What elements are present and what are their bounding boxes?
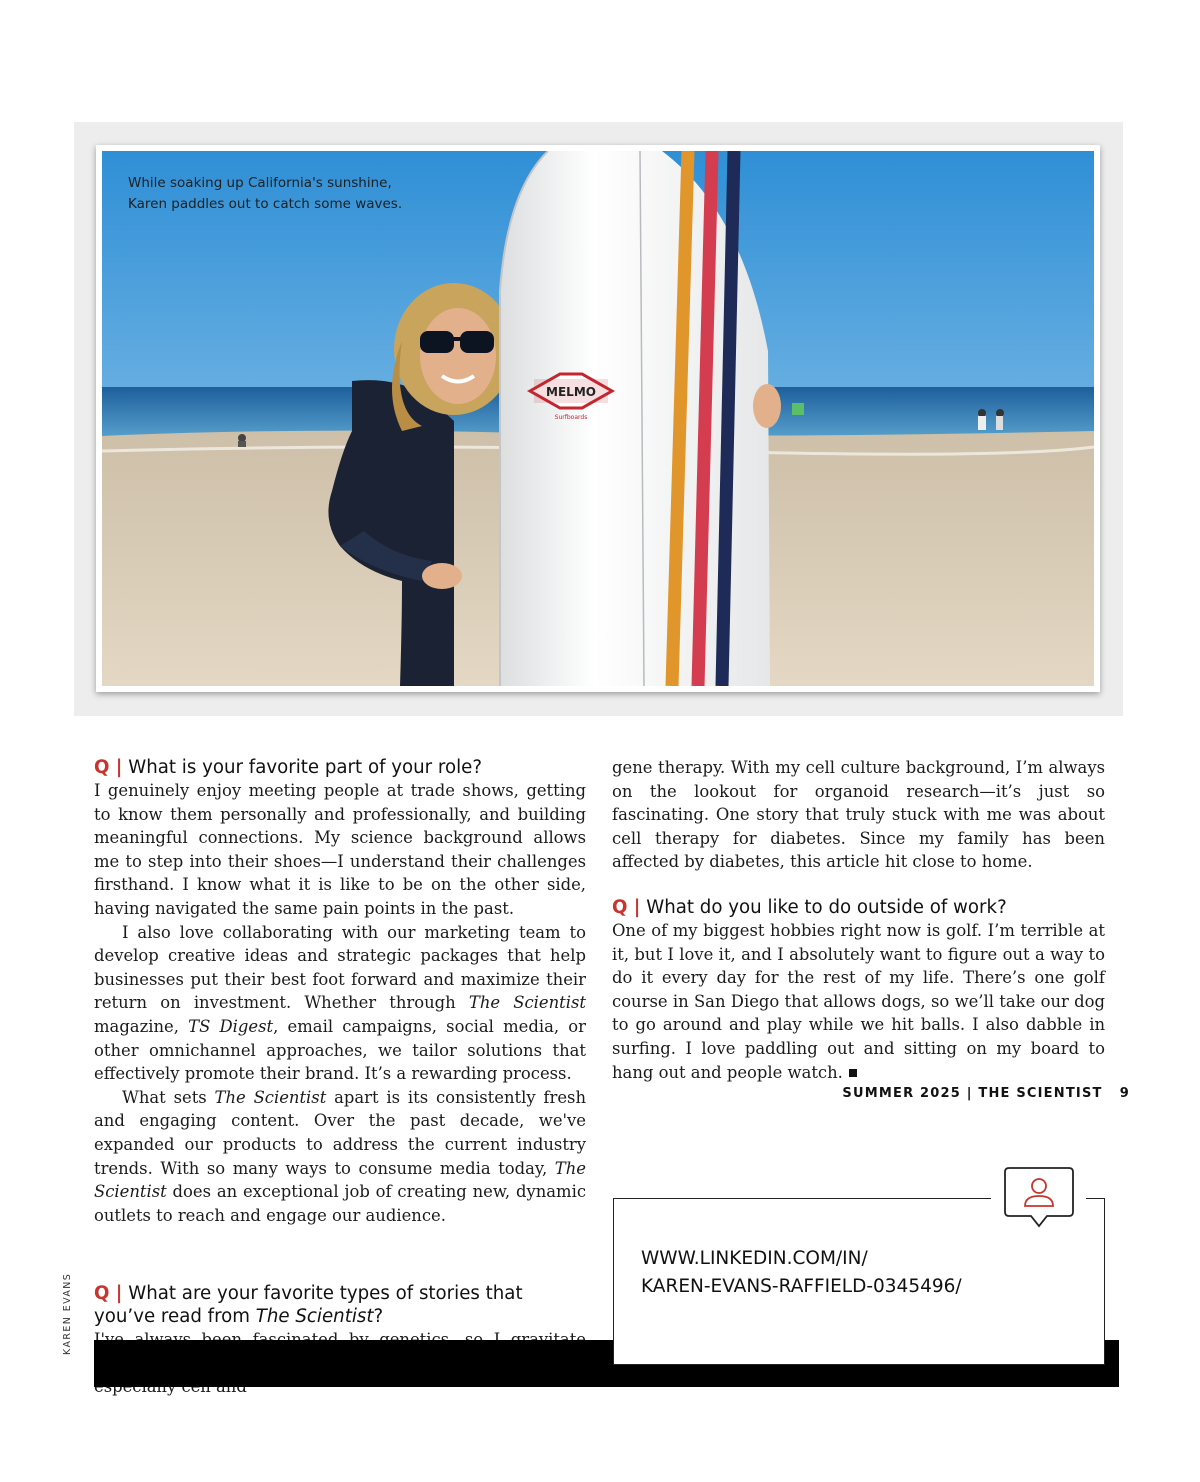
question-outside-work [612,896,1105,919]
answer-paragraph-stories-continued: gene therapy. With my cell culture background, I’m always on the lookout for organoid research—it’s just so fascinating. One story that truly stuck with me was about cell therapy for diabetes. Since my family has been affected by diabetes, this article hit close to home. [612,758,1105,872]
question-marker: Q | [94,1283,123,1305]
surfboard-logo-text: MELMO [546,385,596,399]
publication-title: TS Digest [188,1016,274,1036]
end-mark-icon [849,1069,857,1077]
linkedin-url-line-2[interactable]: KAREN-EVANS-RAFFIELD-0345496/ [641,1276,962,1297]
photo-credit: KAREN EVANS [62,1272,73,1355]
linkedin-url-line-1[interactable]: WWW.LINKEDIN.COM/IN/ [641,1248,868,1269]
left-column [94,756,586,1399]
surfer-photo-illustration [102,151,1094,686]
linkedin-link[interactable] [641,1245,1081,1301]
photo-caption [128,173,458,215]
question-marker: Q | [612,896,641,918]
box-border-top [1086,1198,1104,1199]
right-column [612,756,1105,1084]
answer-paragraph-hobbies: One of my biggest hobbies right now is golf. I’m terrible at it, but I love it, and I absolutely want to figure out a way to do it every day for the rest of my life. There’s one golf course in San Diego that allows dogs, so we’ll take our dog to go around and play while we hit balls. I also dabble in surfing. I love paddling out and sitting on my board to hang out and people watch. [612,920,1105,1082]
caption-line-2: Karen paddles out to catch some waves. [128,196,403,212]
publication-title: The Scientist [255,1306,374,1328]
question-text: What is your favorite part of your role? [128,757,483,778]
page-footer: SUMMER 2025 | THE SCIENTIST 9 [842,1086,1130,1101]
publication-title: The Scientist [94,1158,586,1202]
question-text: What do you like to do outside of work? [646,896,1007,918]
publication-title: The Scientist [468,993,586,1013]
question-favorite-part [94,756,586,779]
surfboard-logo-sub: Surfboards [554,414,588,421]
box-border-top [613,1198,991,1199]
answer-paragraph-1: I genuinely enjoy meeting people at trade shows, getting to know them personally and professionally, and building meaningful connections. My science background allows me to step into their shoes—I understand their challenges firsthand. I know what it is like to be on the other side, having navigated the same pain points in the past. [94,781,586,918]
publication-title: The Scientist [214,1087,327,1107]
beach-photo [96,145,1100,692]
question-favorite-stories: Q | What are your favorite types of stories that you’ve read from The Scientist? [94,1283,523,1328]
profile-icon [1001,1164,1077,1236]
question-marker: Q | [94,757,123,778]
caption-line-1: While soaking up California's sunshine, [128,175,392,191]
answer-paragraph-2: I also love collaborating with our marketing team to develop creative ideas and strategic packages that help businesses put their best foot forward and maximize their return on investment. Whether through The Scientist magazine, TS Digest, email campaigns, social media, or other omnichannel approaches, we tailor solutions that effectively promote their brand. It’s a rewarding process. [94,922,586,1084]
answer-paragraph-3: What sets The Scientist apart is its consistently fresh and engaging content. Over the past decade, we've expanded our products to address the current industry trends. With so many ways to consume media today, The Scientist does an exceptional job of creating new, dynamic outlets to reach and engage our audience. [94,1087,586,1225]
